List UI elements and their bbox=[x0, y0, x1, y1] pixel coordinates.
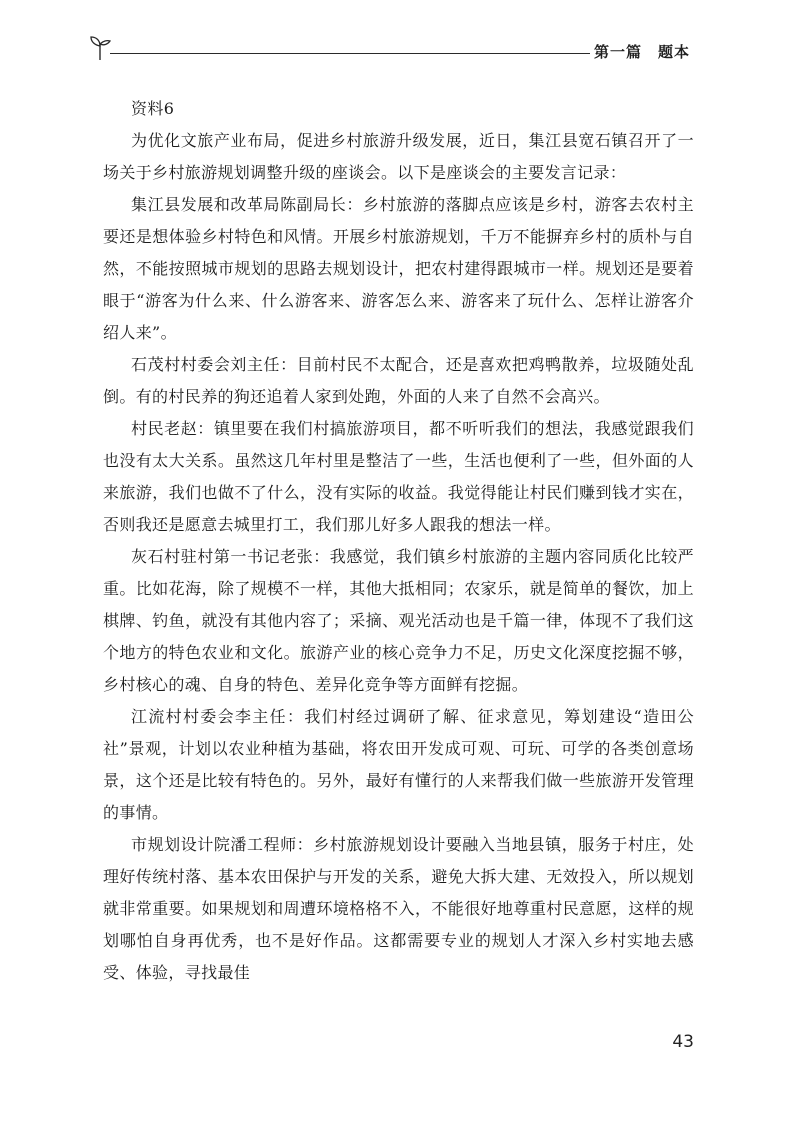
document-body bbox=[103, 93, 694, 989]
paragraph-zhang: 灰石村驻村第一书记老张：我感觉，我们镇乡村旅游的主题内容同质化比较严重。比如花海，除了规模不一样，其他大抵相同；农家乐，就是简单的餐饮，加上棋牌、钓鱼，就没有其他内容了；采摘、观光活动也是千篇一律，体现不了我们这个地方的特色农业和文化。旅游产业的核心竞争力不足，历史文化深度挖掘不够，乡村核心的魂、自身的特色、差异化竞争等方面鲜有挖掘。 bbox=[103, 547, 694, 694]
paragraph-liu: 石茂村村委会刘主任：目前村民不太配合，还是喜欢把鸡鸭散养，垃圾随处乱倒。有的村民养的狗还追着人家到处跑，外面的人来了自然不会高兴。 bbox=[103, 355, 694, 406]
paragraph-li: 江流村村委会李主任：我们村经过调研了解、征求意见，筹划建设“造田公社”景观，计划以农业种植为基础，将农田开发成可观、可玩、可学的各类创意场景，这个还是比较有特色的。另外，最好有懂行的人来帮我们做一些旅游开发管理的事情。 bbox=[103, 707, 694, 822]
paragraph-chen: 集江县发展和改革局陈副局长：乡村旅游的落脚点应该是乡村，游客去农村主要还是想体验乡村特色和风情。开展乡村旅游规划，千万不能摒弃乡村的质朴与自然，不能按照城市规划的思路去规划设计，把农村建得跟城市一样。规划还是要着眼于“游客为什么来、什么游客来、游客怎么来、游客来了玩什么、怎样让游客介绍人来”。 bbox=[103, 195, 694, 342]
header-title: 第一篇 题本 bbox=[593, 43, 690, 61]
paragraph-zhao: 村民老赵：镇里要在我们村搞旅游项目，都不听听我们的想法，我感觉跟我们也没有太大关系。虽然这几年村里是整洁了一些，生活也便利了一些，但外面的人来旅游，我们也做不了什么，没有实际的收益。我觉得能让村民们赚到钱才实在，否则我还是愿意去城里打工，我们那儿好多人跟我的想法一样。 bbox=[103, 419, 694, 534]
page-number: 43 bbox=[672, 1032, 694, 1052]
paragraph-intro: 为优化文旅产业布局，促进乡村旅游升级发展，近日，集江县宽石镇召开了一场关于乡村旅游规划调整升级的座谈会。以下是座谈会的主要发言记录： bbox=[103, 131, 694, 182]
section-label: 资料6 bbox=[131, 99, 175, 118]
paragraph-pan: 市规划设计院潘工程师：乡村旅游规划设计要融入当地县镇，服务于村庄，处理好传统村落、基本农田保护与开发的关系，避免大拆大建、无效投入，所以规划就非常重要。如果规划和周遭环境格格不入，不能很好地尊重村民意愿，这样的规划哪怕自身再优秀，也不是好作品。这都需要专业的规划人才深入乡村实地去感受、体验，寻找最佳 bbox=[103, 835, 694, 982]
sprout-icon bbox=[88, 32, 112, 62]
header-rule bbox=[110, 53, 590, 54]
running-header bbox=[88, 30, 690, 70]
